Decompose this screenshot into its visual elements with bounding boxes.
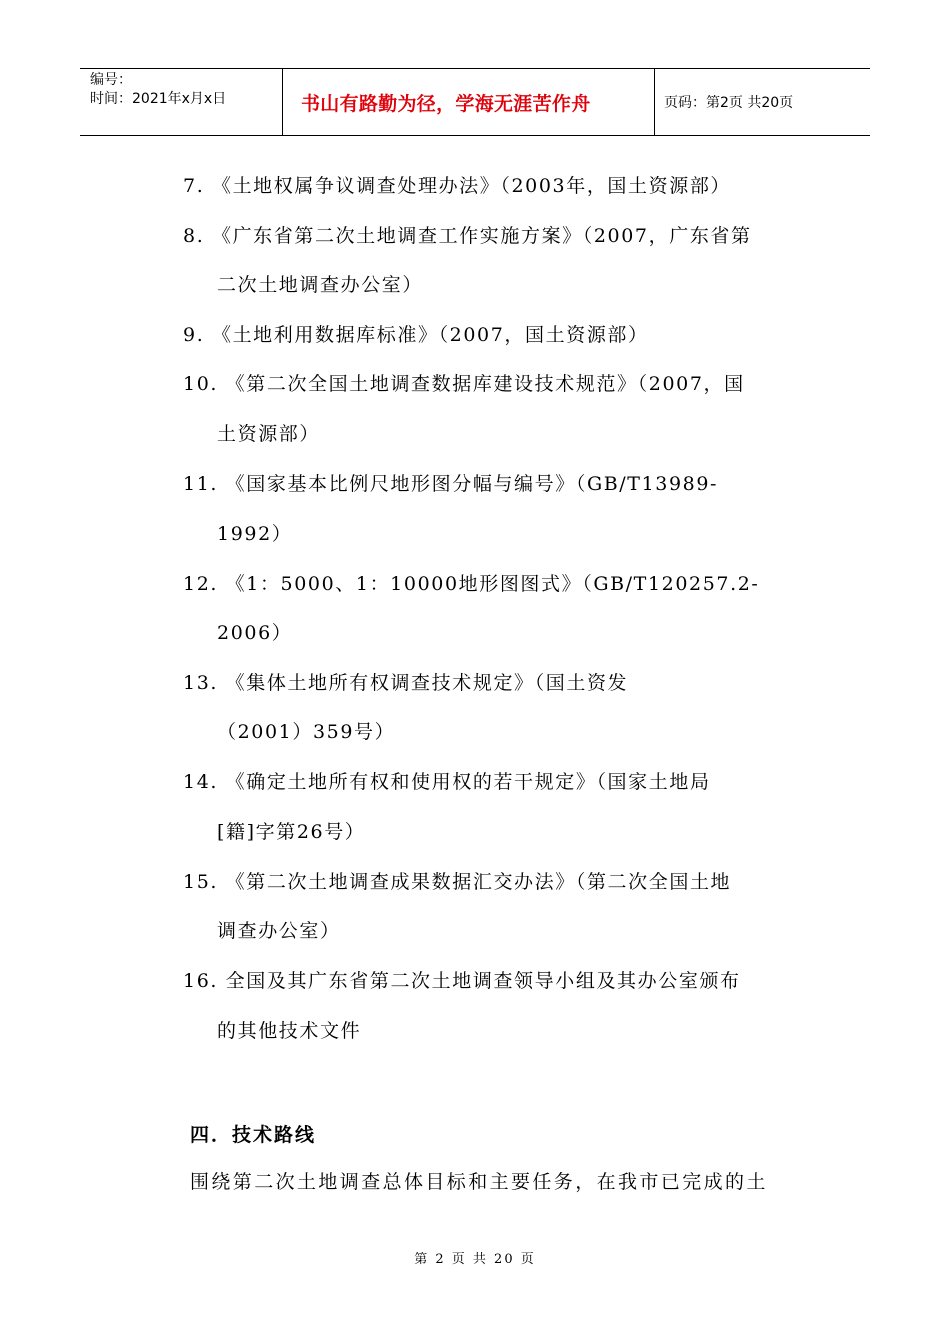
section-paragraph: 围绕第二次土地调查总体目标和主要任务，在我市已完成的土 (190, 1171, 768, 1193)
reference-9-line-1: 9. 《土地利用数据库标准》（2007，国土资源部） (183, 324, 649, 346)
reference-14-line-2: [籍]字第26号） (217, 821, 366, 843)
reference-7-line-1: 7. 《土地权属争议调查处理办法》（2003年，国土资源部） (183, 175, 732, 197)
document-date-label: 时间：2021年x月x日 (90, 91, 227, 107)
page-footer: 第 2 页 共 20 页 (414, 1252, 536, 1267)
reference-11-line-2: 1992） (217, 523, 293, 545)
reference-15-line-1: 15. 《第二次土地调查成果数据汇交办法》（第二次全国土地 (183, 871, 732, 893)
reference-11-line-1: 11. 《国家基本比例尺地形图分幅与编号》（GB/T13989- (183, 473, 719, 495)
document-number-label: 编号： (90, 72, 132, 88)
reference-13-line-1: 13. 《集体土地所有权调查技术规定》（国土资发 (183, 672, 629, 694)
reference-14-line-1: 14. 《确定土地所有权和使用权的若干规定》（国家土地局 (183, 771, 711, 793)
reference-8-line-2: 二次土地调查办公室） (217, 274, 424, 296)
reference-15-line-2: 调查办公室） (217, 920, 341, 942)
reference-10-line-2: 土资源部） (217, 423, 321, 445)
section-heading: 四．技术路线 (190, 1124, 317, 1146)
header-meta (80, 69, 282, 135)
reference-10-line-1: 10. 《第二次全国土地调查数据库建设技术规范》（2007，国 (183, 373, 745, 395)
header-motto: 书山有路勤为径，学海无涯苦作舟 (282, 69, 655, 135)
reference-13-line-2: （2001）359号） (217, 721, 396, 743)
header-page-number: 页码：第2页 共20页 (664, 95, 794, 111)
reference-8-line-1: 8. 《广东省第二次土地调查工作实施方案》（2007，广东省第 (183, 225, 752, 247)
reference-16-line-2: 的其他技术文件 (217, 1020, 362, 1042)
reference-12-line-1: 12. 《1：5000、1：10000地形图图式》（GB/T120257.2- (183, 573, 760, 595)
page-header (80, 68, 870, 136)
reference-12-line-2: 2006） (217, 622, 293, 644)
reference-16-line-1: 16. 全国及其广东省第二次土地调查领导小组及其办公室颁布 (183, 970, 741, 992)
